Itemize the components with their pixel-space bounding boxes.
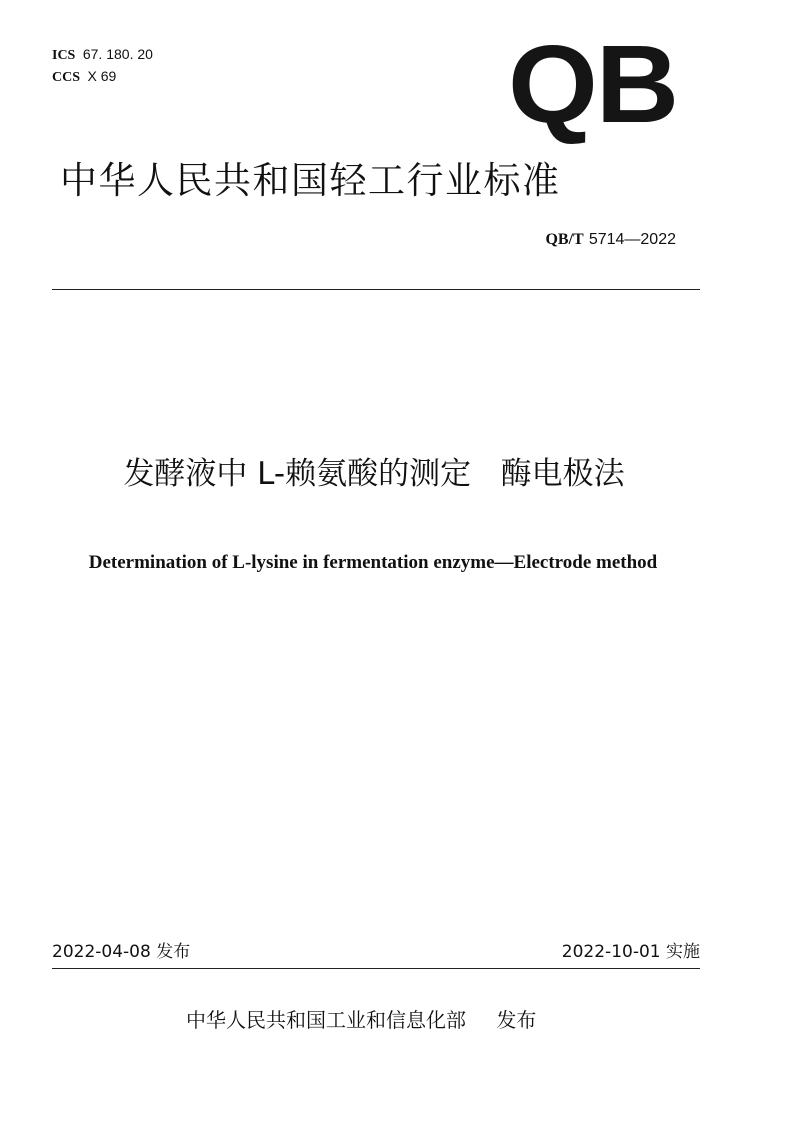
classification-codes <box>52 44 153 88</box>
implementation-date: 2022-10-01 实施 <box>561 942 700 962</box>
standard-category-title: 中华人民共和国轻工行业标准 <box>60 159 561 202</box>
ics-label: ICS <box>52 48 76 63</box>
publisher-action: 发布 <box>496 1008 537 1032</box>
date-row <box>52 940 700 964</box>
ccs-row <box>52 66 153 88</box>
issue-date: 2022-04-08 发布 <box>52 942 191 962</box>
ccs-code: X 69 <box>87 68 117 84</box>
ics-code: 67. 180. 20 <box>82 46 153 62</box>
document-title-english: Determination of L-lysine in fermentation enzyme—Electrode method <box>88 552 658 573</box>
publisher-line <box>186 1006 536 1034</box>
qb-logo: QB <box>508 23 678 146</box>
ics-row <box>52 44 153 66</box>
top-divider <box>52 289 700 290</box>
ccs-label: CCS <box>52 70 81 85</box>
standard-number-prefix: QB/T <box>545 231 584 248</box>
document-title-chinese: 发酵液中 L-赖氨酸的测定 酶电极法 <box>123 456 625 492</box>
standard-number-value: 5714—2022 <box>588 231 676 248</box>
bottom-divider <box>52 968 700 969</box>
standard-number <box>545 228 676 251</box>
publisher-name: 中华人民共和国工业和信息化部 <box>186 1008 466 1032</box>
